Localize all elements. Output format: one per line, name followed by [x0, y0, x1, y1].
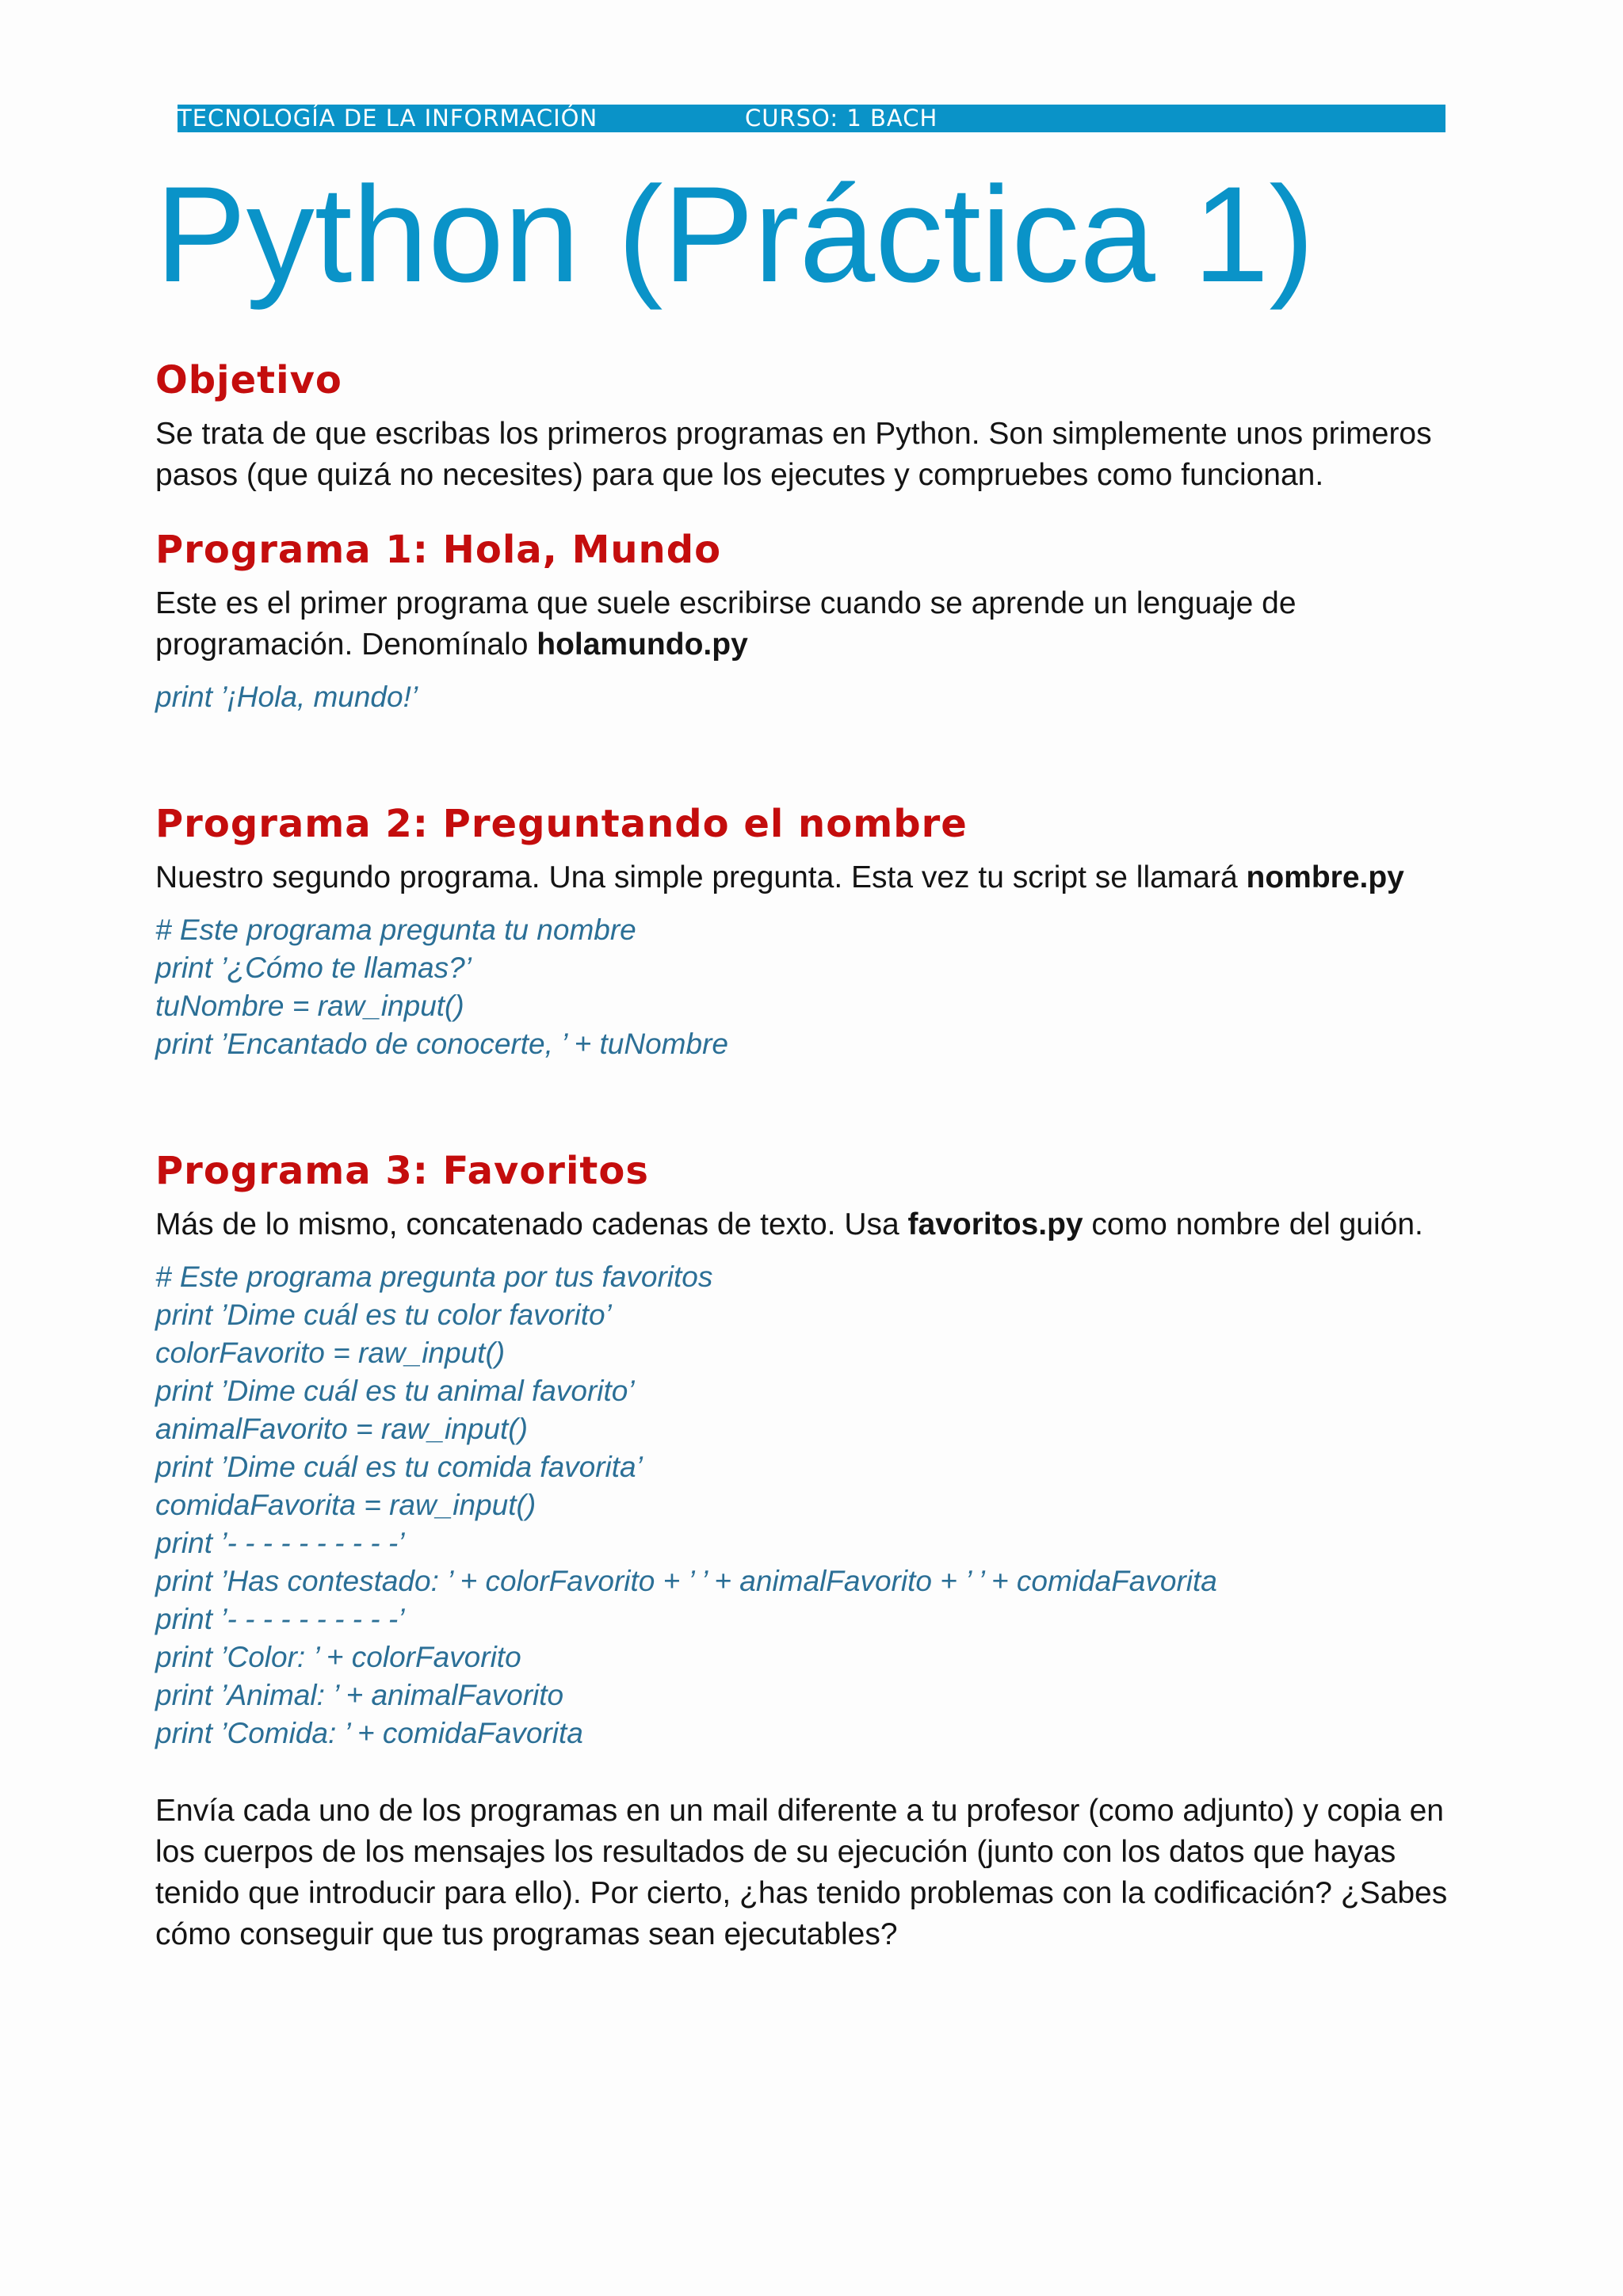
code-line: # Este programa pregunta tu nombre: [155, 913, 636, 946]
section-heading-programa3: Programa 3: Favoritos: [155, 1149, 649, 1193]
header-subject: TECNOLOGÍA DE LA INFORMACIÓN: [178, 105, 598, 132]
closing-text: Envía cada uno de los programas en un mail diferente a tu profesor (como adjunto) y copia en los cuerpos de los mensajes los resultados de su ejecución (junto con los datos que hayas tenido que introducir para ello). Por cierto, ¿has tenido problemas con la codificación? ¿Sabes cómo conseguir que tus programas sean ejecutables?: [155, 1794, 1448, 1951]
section-objetivo: [155, 355, 1455, 496]
code-line: print ’¿Cómo te llamas?’: [155, 952, 472, 984]
code-line: print ’Color: ’ + colorFavorito: [155, 1641, 521, 1673]
programa3-description-end: como nombre del guión.: [1083, 1207, 1423, 1241]
section-programa3: [155, 1146, 1455, 1753]
code-line: colorFavorito = raw_input(): [155, 1337, 506, 1369]
programa1-code: [155, 678, 1455, 716]
code-line: animalFavorito = raw_input(): [155, 1413, 528, 1445]
programa2-code: [155, 911, 1455, 1063]
section-heading-programa1: Programa 1: Hola, Mundo: [155, 528, 722, 572]
code-line: print ’Dime cuál es tu comida favorita’: [155, 1451, 643, 1483]
code-line: tuNombre = raw_input(): [155, 990, 464, 1022]
code-line: print ’- - - - - - - - - -’: [155, 1527, 405, 1559]
programa1-text: [155, 583, 1455, 666]
page-title: Python (Práctica 1): [155, 158, 1315, 311]
programa3-code: [155, 1258, 1455, 1753]
code-line: print ’Has contestado: ’ + colorFavorito + ’ ’ + animalFavorito + ’ ’ + comidaFavorita: [155, 1565, 1217, 1597]
programa3-description: Más de lo mismo, concatenado cadenas de texto. Usa: [155, 1207, 908, 1241]
code-line: print ’Encantado de conocerte, ’ + tuNombre: [155, 1028, 728, 1060]
code-line: print ’¡Hola, mundo!’: [155, 681, 418, 713]
section-heading-programa2: Programa 2: Preguntando el nombre: [155, 802, 968, 846]
code-line: print ’Comida: ’ + comidaFavorita: [155, 1717, 583, 1749]
programa2-text: [155, 857, 1455, 898]
code-line: print ’Animal: ’ + animalFavorito: [155, 1679, 564, 1711]
document-content: [155, 355, 1455, 1968]
programa2-description: Nuestro segundo programa. Una simple pregunta. Esta vez tu script se llamará: [155, 860, 1247, 894]
programa1-filename: holamundo.py: [537, 627, 748, 662]
programa1-description: Este es el primer programa que suele escribirse cuando se aprende un lenguaje de programación. Denomínalo: [155, 586, 1296, 662]
section-heading-objetivo: Objetivo: [155, 358, 342, 402]
objetivo-text: Se trata de que escribas los primeros programas en Python. Son simplemente unos primeros pasos (que quizá no necesites) para que los ejecutes y compruebes como funcionan.: [155, 417, 1432, 492]
section-programa1: [155, 524, 1455, 716]
programa2-filename: nombre.py: [1246, 860, 1404, 894]
code-line: print ’Dime cuál es tu animal favorito’: [155, 1375, 635, 1407]
code-line: print ’- - - - - - - - - -’: [155, 1603, 405, 1635]
programa3-text: [155, 1204, 1455, 1245]
code-line: comidaFavorita = raw_input(): [155, 1489, 537, 1521]
programa3-filename: favoritos.py: [907, 1207, 1083, 1241]
code-line: # Este programa pregunta por tus favoritos: [155, 1261, 713, 1293]
section-programa2: [155, 799, 1455, 1063]
code-line: print ’Dime cuál es tu color favorito’: [155, 1299, 612, 1331]
header-course: CURSO: 1 BACH: [745, 105, 938, 132]
